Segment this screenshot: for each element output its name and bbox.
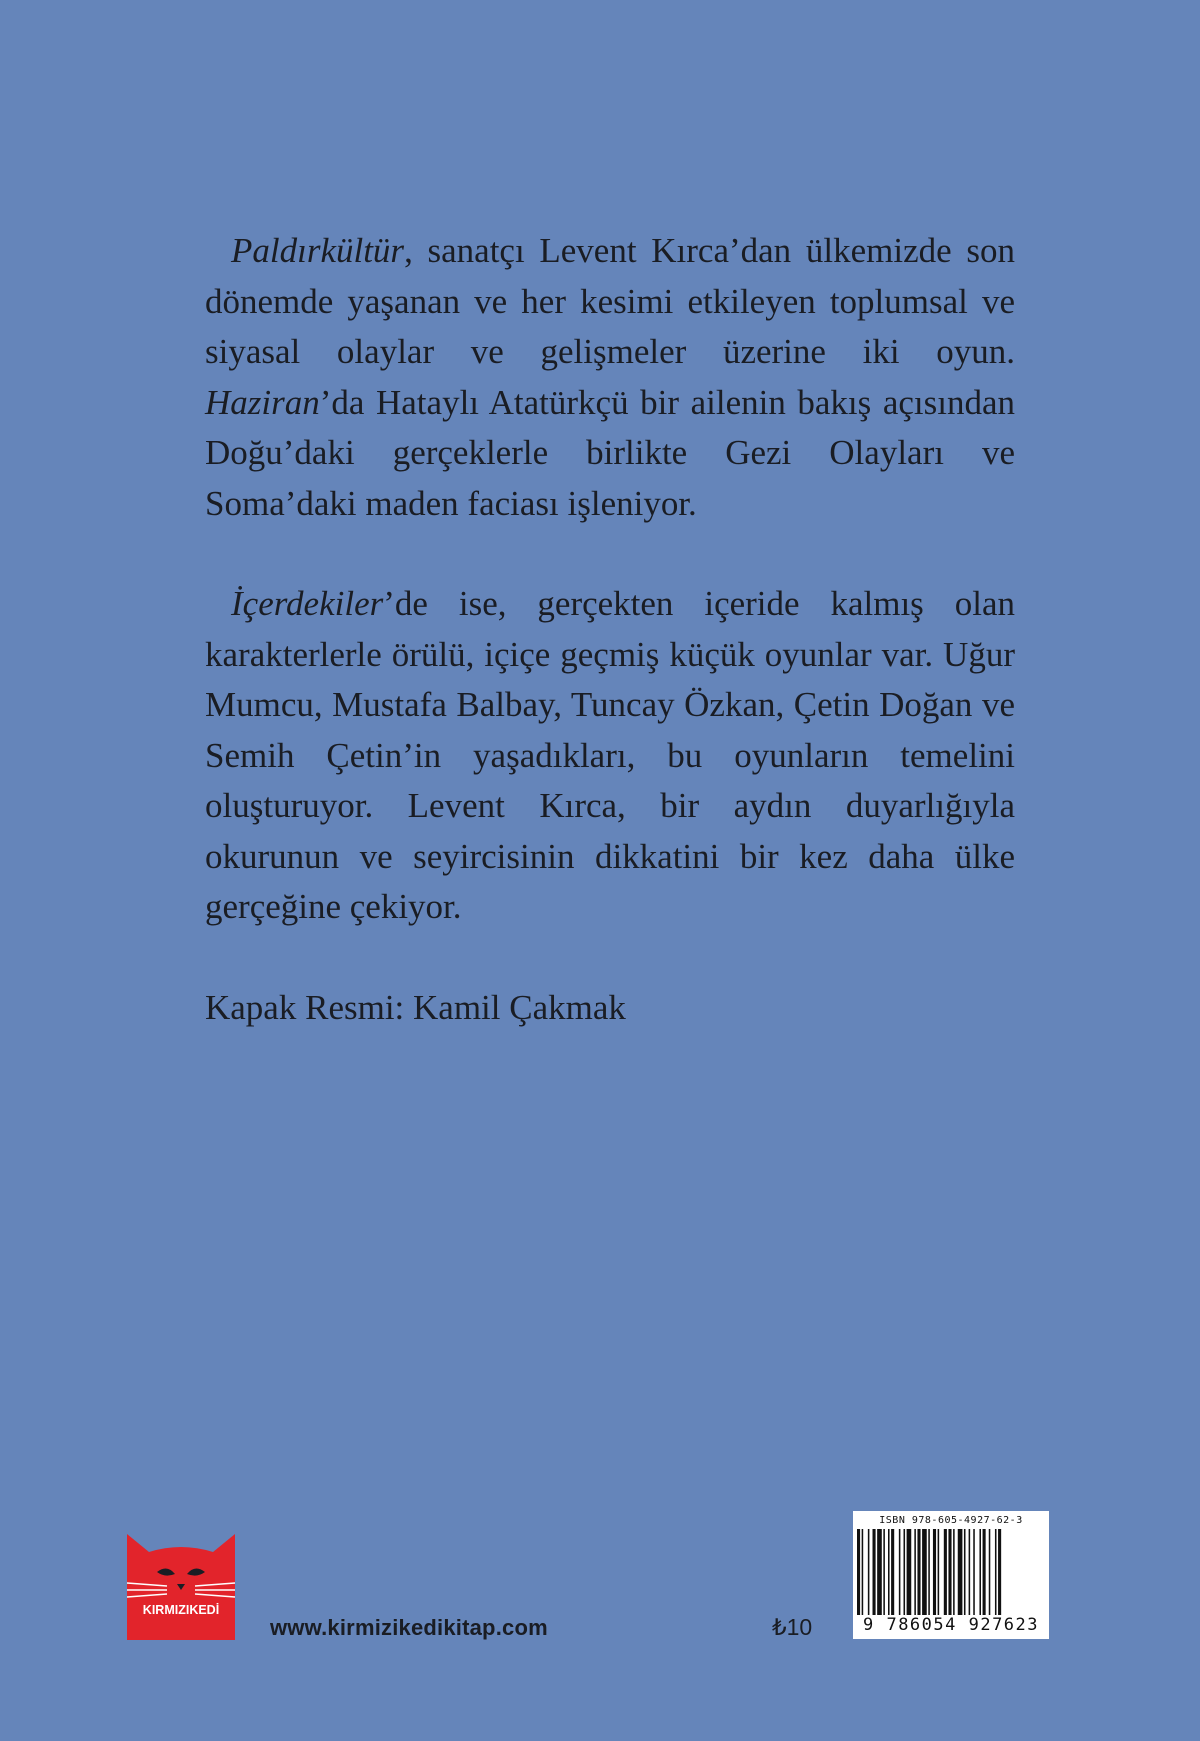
book-title: Paldırkültür bbox=[231, 231, 405, 270]
barcode-bar bbox=[964, 1529, 966, 1615]
barcode-bar bbox=[904, 1529, 906, 1615]
barcode-bar bbox=[995, 1529, 997, 1615]
barcode-bar bbox=[979, 1529, 981, 1615]
barcode-bars bbox=[857, 1529, 1045, 1615]
barcode-digits: 9 786054 927623 bbox=[862, 1615, 1040, 1635]
isbn-barcode bbox=[853, 1511, 1049, 1639]
barcode-bar bbox=[883, 1529, 885, 1615]
barcode-bar bbox=[922, 1529, 927, 1615]
blurb bbox=[205, 226, 1015, 1033]
barcode-bar bbox=[989, 1529, 991, 1615]
barcode-bar bbox=[933, 1529, 936, 1615]
barcode-bar bbox=[969, 1529, 971, 1615]
barcode-bar bbox=[948, 1529, 951, 1615]
barcode-bar bbox=[944, 1529, 947, 1615]
isbn-label: ISBN 978-605-4927-62-3 bbox=[879, 1515, 1023, 1526]
barcode-bar bbox=[938, 1529, 940, 1615]
barcode-bar bbox=[899, 1529, 901, 1615]
barcode-bar bbox=[998, 1529, 1001, 1615]
barcode-bar bbox=[873, 1529, 876, 1615]
play-title-haziran: Haziran bbox=[205, 382, 320, 422]
blurb-text: , sanatçı Levent Kırca’dan ülkemizde son dönemde yaşanan ve her kesimi etkileyen toplumsal ve siyasal olaylar ve gelişmeler üzerine iki oyun. bbox=[205, 231, 1015, 371]
publisher-logo bbox=[123, 1528, 239, 1640]
blurb-paragraph-1 bbox=[205, 226, 1015, 529]
play-title-icerdekiler: İçerdekiler bbox=[231, 584, 384, 623]
barcode-bar bbox=[983, 1529, 986, 1615]
barcode-bar bbox=[928, 1529, 930, 1615]
barcode-bar bbox=[907, 1529, 912, 1615]
barcode-bar bbox=[914, 1529, 916, 1615]
barcode-bar bbox=[888, 1529, 890, 1615]
cover-art-credit: Kapak Resmi: Kamil Çakmak bbox=[205, 987, 626, 1027]
logo-wordmark: KIRMIZIKEDİ bbox=[142, 1603, 220, 1617]
barcode-bar bbox=[953, 1529, 955, 1615]
barcode-bar bbox=[877, 1529, 882, 1615]
barcode-bar bbox=[857, 1529, 860, 1615]
barcode-bar bbox=[917, 1529, 920, 1615]
barcode-bar bbox=[973, 1529, 975, 1615]
blurb-text: ’da Hataylı Atatürkçü bir ailenin bakış açısından Doğu’daki gerçeklerle birlikte Gezi Olayları ve Soma’daki maden faciası işleniyor. bbox=[205, 382, 1015, 523]
price-label: ₺10 bbox=[772, 1614, 813, 1640]
barcode-bar bbox=[868, 1529, 870, 1615]
barcode-bar bbox=[862, 1529, 864, 1615]
blurb-text: ’de ise, gerçekten içeride kalmış olan karakterlerle örülü, içiçe geçmiş küçük oyunlar var. Uğur Mumcu, Mustafa Balbay, Tuncay Özkan, Çetin Doğan ve Semih Çetin’in yaşadıkları, bu oyunların temelini oluşturuyor. Levent Kırca, bir aydın duyarlığıyla okurunun ve seyircisinin dikkatini bir kez daha ülke gerçeğine çekiyor. bbox=[205, 584, 1015, 926]
blurb-paragraph-2 bbox=[205, 579, 1015, 933]
barcode-bar bbox=[891, 1529, 894, 1615]
barcode-bar bbox=[958, 1529, 963, 1615]
publisher-website: www.kirmizikedikitap.com bbox=[270, 1615, 548, 1640]
